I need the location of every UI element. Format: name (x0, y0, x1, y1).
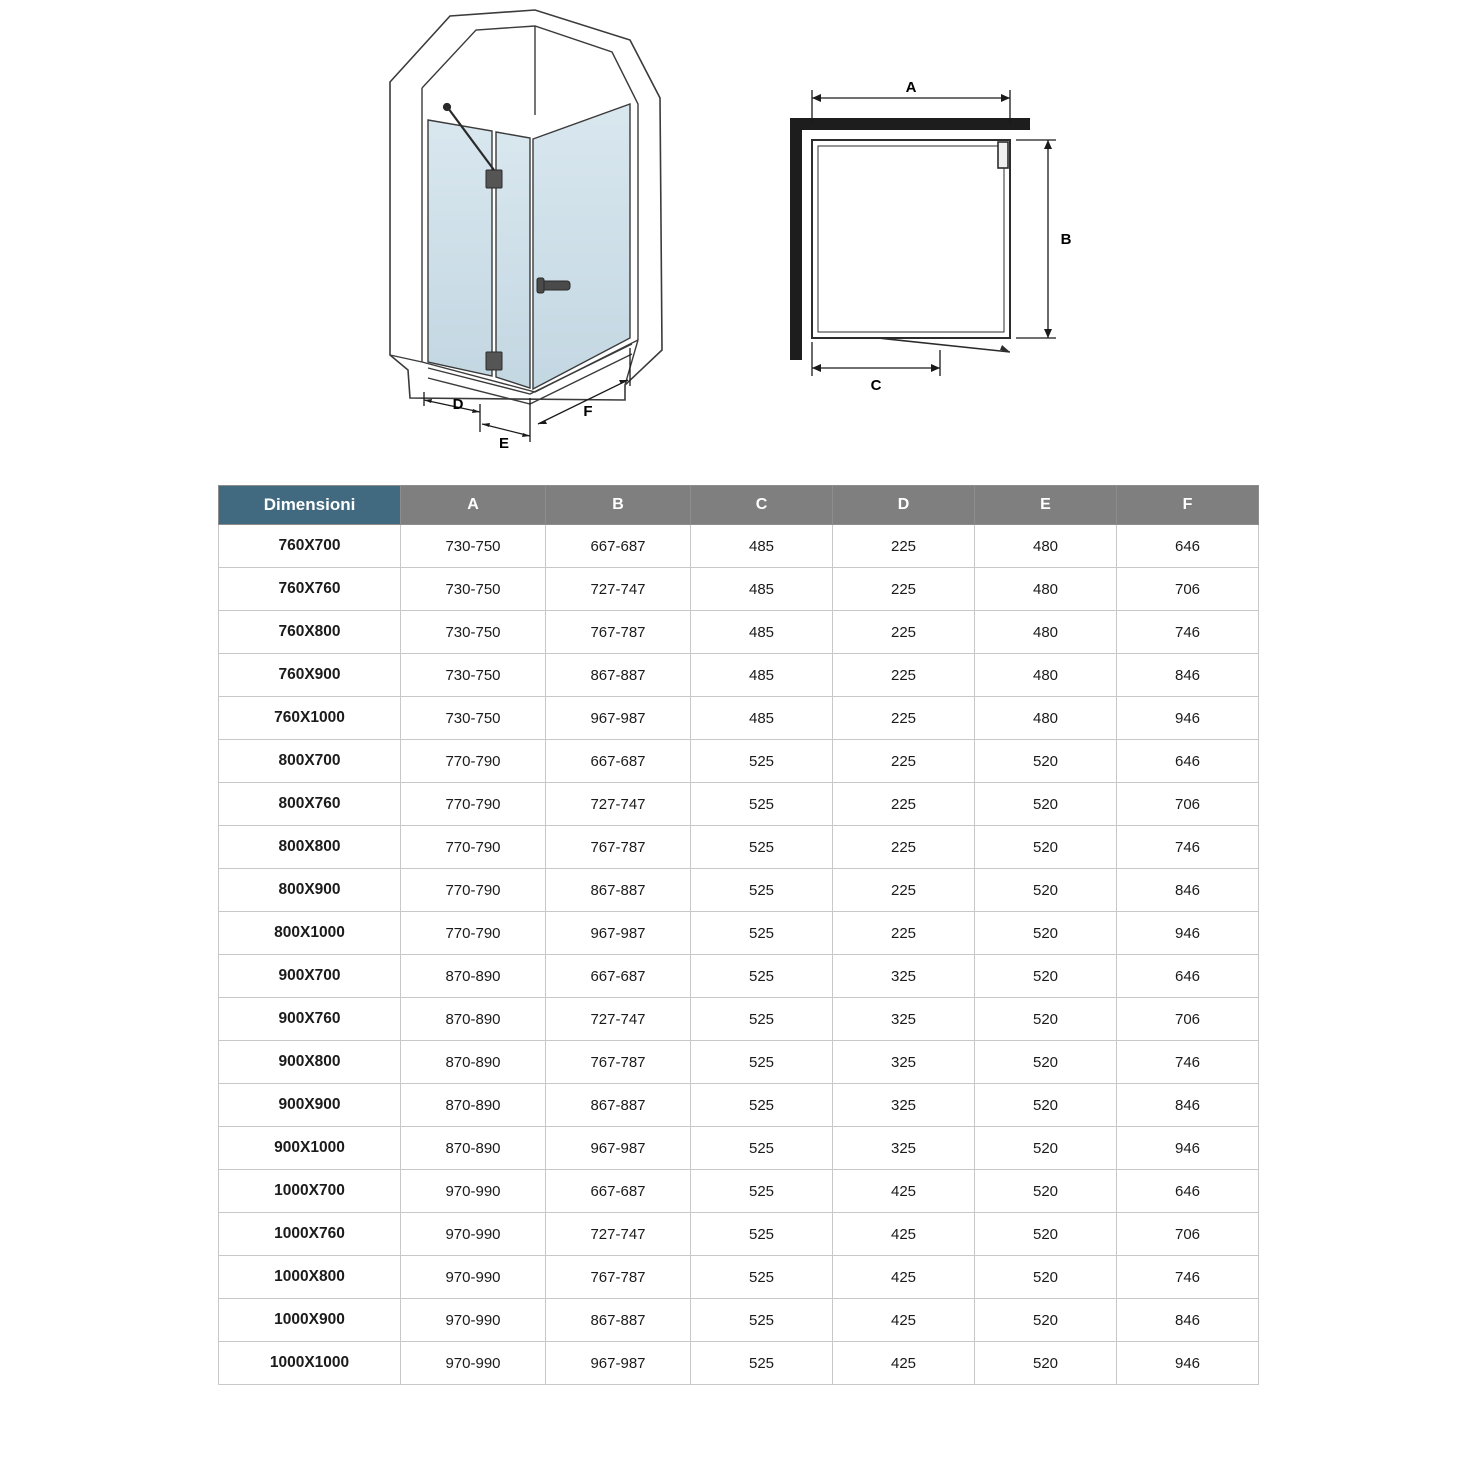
table-cell: 746 (1117, 1041, 1259, 1084)
table-cell: 706 (1117, 998, 1259, 1041)
table-cell: 870-890 (401, 1127, 546, 1170)
table-row (219, 1213, 1259, 1256)
table-row (219, 869, 1259, 912)
table-cell: 706 (1117, 568, 1259, 611)
table-cell: 870-890 (401, 1084, 546, 1127)
column-header-d: D (833, 486, 975, 525)
column-header-c: C (691, 486, 833, 525)
table-cell: 520 (975, 1084, 1117, 1127)
table-row (219, 1299, 1259, 1342)
dimension-label-f: F (583, 403, 593, 420)
table-row (219, 1041, 1259, 1084)
table-row (219, 1127, 1259, 1170)
table-cell: 425 (833, 1342, 975, 1385)
table-row-label: 800X760 (219, 783, 401, 826)
table-cell: 870-890 (401, 1041, 546, 1084)
table-cell: 520 (975, 955, 1117, 998)
column-header-e: E (975, 486, 1117, 525)
plan-dimension-c (812, 342, 940, 376)
table-cell: 646 (1117, 525, 1259, 568)
table-cell: 425 (833, 1299, 975, 1342)
table-cell: 480 (975, 611, 1117, 654)
table-row-label: 800X1000 (219, 912, 401, 955)
dimension-label-e: E (498, 435, 510, 452)
table-cell: 946 (1117, 697, 1259, 740)
table-cell: 730-750 (401, 654, 546, 697)
table-cell: 767-787 (546, 1041, 691, 1084)
plan-dimension-b (1016, 140, 1056, 338)
table-cell: 520 (975, 1342, 1117, 1385)
table-cell: 525 (691, 1084, 833, 1127)
table-row-label: 800X700 (219, 740, 401, 783)
table-cell: 770-790 (401, 740, 546, 783)
table-cell: 970-990 (401, 1342, 546, 1385)
table-cell: 746 (1117, 1256, 1259, 1299)
table-cell: 730-750 (401, 525, 546, 568)
table-cell: 520 (975, 869, 1117, 912)
table-cell: 520 (975, 1299, 1117, 1342)
table-cell: 746 (1117, 826, 1259, 869)
table-cell: 746 (1117, 611, 1259, 654)
column-header-b: B (546, 486, 691, 525)
table-cell: 485 (691, 654, 833, 697)
table-row-label: 1000X760 (219, 1213, 401, 1256)
table-cell: 667-687 (546, 1170, 691, 1213)
table-row (219, 955, 1259, 998)
table-cell: 727-747 (546, 568, 691, 611)
table-cell: 525 (691, 912, 833, 955)
table-cell: 225 (833, 912, 975, 955)
table-cell: 480 (975, 654, 1117, 697)
table-cell: 706 (1117, 1213, 1259, 1256)
table-row-label: 1000X900 (219, 1299, 401, 1342)
table-cell: 525 (691, 1342, 833, 1385)
table-cell: 525 (691, 1256, 833, 1299)
table-cell: 425 (833, 1256, 975, 1299)
glass-panel-side (533, 104, 630, 389)
table-cell: 480 (975, 697, 1117, 740)
table-cell: 325 (833, 1084, 975, 1127)
table-row-label: 900X800 (219, 1041, 401, 1084)
table-cell: 946 (1117, 912, 1259, 955)
table-row-label: 900X700 (219, 955, 401, 998)
table-header-row (219, 486, 1259, 525)
table-cell: 727-747 (546, 783, 691, 826)
table-cell: 525 (691, 1127, 833, 1170)
table-cell: 520 (975, 1213, 1117, 1256)
table-cell: 967-987 (546, 1342, 691, 1385)
table-cell: 870-890 (401, 998, 546, 1041)
table-cell: 667-687 (546, 525, 691, 568)
plan-label-b: B (1060, 231, 1072, 248)
table-row-label: 760X760 (219, 568, 401, 611)
table-cell: 525 (691, 1170, 833, 1213)
table-cell: 767-787 (546, 611, 691, 654)
plan-label-c: C (870, 377, 882, 394)
table-cell: 225 (833, 869, 975, 912)
table-row (219, 912, 1259, 955)
table-cell: 970-990 (401, 1170, 546, 1213)
table-cell: 730-750 (401, 568, 546, 611)
table-cell: 767-787 (546, 1256, 691, 1299)
table-row (219, 1170, 1259, 1213)
table-cell: 480 (975, 525, 1117, 568)
table-cell: 520 (975, 826, 1117, 869)
table-row-label: 800X800 (219, 826, 401, 869)
table-cell: 667-687 (546, 955, 691, 998)
table-cell: 325 (833, 998, 975, 1041)
glass-panel-left (428, 120, 492, 376)
table-row-label: 760X900 (219, 654, 401, 697)
table-cell: 846 (1117, 869, 1259, 912)
dimension-label-d: D (452, 396, 464, 413)
shower-enclosure-perspective-diagram (380, 0, 700, 465)
table-cell: 480 (975, 568, 1117, 611)
table-row (219, 1342, 1259, 1385)
table-cell: 520 (975, 1041, 1117, 1084)
dimensions-table (218, 485, 1259, 1385)
table-body (219, 525, 1259, 1385)
table-row-label: 800X900 (219, 869, 401, 912)
table-cell: 325 (833, 1127, 975, 1170)
table-row-label: 760X700 (219, 525, 401, 568)
column-header-dimensioni: Dimensioni (219, 486, 401, 525)
table-cell: 770-790 (401, 783, 546, 826)
table-cell: 525 (691, 998, 833, 1041)
table-row (219, 654, 1259, 697)
table-cell: 225 (833, 568, 975, 611)
table-cell: 520 (975, 740, 1117, 783)
table-cell: 867-887 (546, 1084, 691, 1127)
table-cell: 867-887 (546, 869, 691, 912)
table-cell: 425 (833, 1170, 975, 1213)
table-row-label: 760X800 (219, 611, 401, 654)
table-cell: 425 (833, 1213, 975, 1256)
table-cell: 520 (975, 1170, 1117, 1213)
table-cell: 525 (691, 1213, 833, 1256)
table-cell: 730-750 (401, 697, 546, 740)
table-cell: 525 (691, 740, 833, 783)
table-row (219, 826, 1259, 869)
column-header-f: F (1117, 486, 1259, 525)
table-cell: 770-790 (401, 826, 546, 869)
table-cell: 646 (1117, 955, 1259, 998)
table-row (219, 611, 1259, 654)
table-cell: 520 (975, 1256, 1117, 1299)
table-cell: 946 (1117, 1127, 1259, 1170)
table-row (219, 998, 1259, 1041)
table-cell: 770-790 (401, 912, 546, 955)
shower-enclosure-plan-diagram (770, 80, 1090, 400)
plan-enclosure-outline (812, 140, 1010, 338)
table-cell: 225 (833, 740, 975, 783)
table-row-label: 900X760 (219, 998, 401, 1041)
table-cell: 867-887 (546, 1299, 691, 1342)
table-cell: 730-750 (401, 611, 546, 654)
table-cell: 970-990 (401, 1213, 546, 1256)
table-cell: 646 (1117, 1170, 1259, 1213)
table-cell: 485 (691, 525, 833, 568)
table-cell: 870-890 (401, 955, 546, 998)
table-cell: 967-987 (546, 697, 691, 740)
table-cell: 646 (1117, 740, 1259, 783)
table-row-label: 1000X1000 (219, 1342, 401, 1385)
table-cell: 485 (691, 568, 833, 611)
table-row (219, 525, 1259, 568)
table-row (219, 1256, 1259, 1299)
table-cell: 225 (833, 611, 975, 654)
table-cell: 520 (975, 1127, 1117, 1170)
table-cell: 770-790 (401, 869, 546, 912)
table-row (219, 697, 1259, 740)
plan-label-a: A (905, 80, 917, 96)
dimensions-table-wrap (218, 485, 1258, 1385)
table-cell: 525 (691, 869, 833, 912)
table-cell: 525 (691, 955, 833, 998)
table-cell: 970-990 (401, 1299, 546, 1342)
table-row-label: 1000X700 (219, 1170, 401, 1213)
table-cell: 225 (833, 697, 975, 740)
table-row-label: 1000X800 (219, 1256, 401, 1299)
table-cell: 706 (1117, 783, 1259, 826)
table-cell: 525 (691, 826, 833, 869)
table-cell: 970-990 (401, 1256, 546, 1299)
column-header-a: A (401, 486, 546, 525)
table-row-label: 900X900 (219, 1084, 401, 1127)
table-cell: 520 (975, 783, 1117, 826)
table-cell: 520 (975, 912, 1117, 955)
table-row-label: 900X1000 (219, 1127, 401, 1170)
table-cell: 485 (691, 611, 833, 654)
table-cell: 967-987 (546, 912, 691, 955)
table-row (219, 568, 1259, 611)
table-row-label: 760X1000 (219, 697, 401, 740)
table-cell: 946 (1117, 1342, 1259, 1385)
table-cell: 325 (833, 955, 975, 998)
table-cell: 520 (975, 998, 1117, 1041)
table-cell: 225 (833, 654, 975, 697)
table-row (219, 783, 1259, 826)
table-cell: 727-747 (546, 998, 691, 1041)
table-cell: 846 (1117, 1299, 1259, 1342)
plan-door-swing (878, 142, 1010, 352)
table-row (219, 740, 1259, 783)
table-cell: 225 (833, 525, 975, 568)
table-cell: 867-887 (546, 654, 691, 697)
diagram-area (0, 0, 1465, 470)
table-cell: 525 (691, 1299, 833, 1342)
table-cell: 767-787 (546, 826, 691, 869)
table-cell: 846 (1117, 1084, 1259, 1127)
table-cell: 967-987 (546, 1127, 691, 1170)
table-cell: 667-687 (546, 740, 691, 783)
table-cell: 846 (1117, 654, 1259, 697)
table-cell: 727-747 (546, 1213, 691, 1256)
table-row (219, 1084, 1259, 1127)
table-cell: 225 (833, 783, 975, 826)
plan-walls (790, 118, 1030, 360)
table-cell: 525 (691, 783, 833, 826)
table-cell: 485 (691, 697, 833, 740)
table-cell: 225 (833, 826, 975, 869)
table-cell: 525 (691, 1041, 833, 1084)
table-cell: 325 (833, 1041, 975, 1084)
